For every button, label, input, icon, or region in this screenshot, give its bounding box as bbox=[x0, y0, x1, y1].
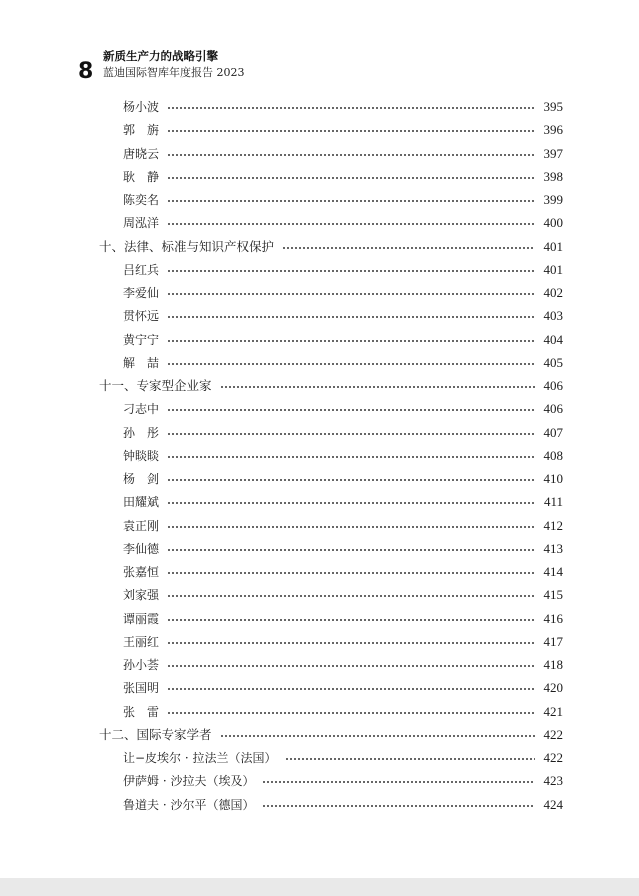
toc-entry bbox=[0, 306, 639, 326]
toc-entry bbox=[0, 144, 639, 164]
toc-entry-label: 李仙德 bbox=[123, 541, 160, 556]
toc-entry-label: 让−皮埃尔 · 拉法兰（法国） bbox=[123, 751, 277, 765]
toc-entry bbox=[0, 678, 639, 698]
dot-leader bbox=[262, 805, 535, 807]
toc-section-heading bbox=[0, 725, 639, 745]
toc-entry bbox=[0, 283, 639, 303]
toc-page-number: 418 bbox=[543, 657, 563, 672]
toc-entry bbox=[0, 120, 639, 140]
toc-page-number: 416 bbox=[543, 610, 563, 626]
toc-page-number: 406 bbox=[543, 401, 563, 417]
dot-leader bbox=[167, 712, 535, 714]
page-number: 8 bbox=[78, 59, 94, 84]
toc-entry-label: 黄宁宁 bbox=[123, 332, 160, 347]
toc-page-number: 396 bbox=[543, 122, 563, 138]
dot-leader bbox=[285, 758, 535, 760]
toc-page-number: 404 bbox=[543, 331, 563, 347]
toc-entry bbox=[0, 609, 639, 629]
toc-page-number: 406 bbox=[543, 378, 563, 393]
dot-leader bbox=[167, 642, 535, 644]
toc-page-number: 423 bbox=[543, 773, 563, 789]
toc-entry-label: 田耀斌 bbox=[123, 495, 160, 510]
dot-leader bbox=[262, 781, 535, 783]
toc-page-number: 413 bbox=[543, 540, 563, 556]
toc-entry bbox=[0, 771, 639, 791]
dot-leader bbox=[167, 526, 535, 528]
toc-entry bbox=[0, 655, 639, 675]
toc-entry-label: 十、法律、标准与知识产权保护 bbox=[99, 238, 275, 254]
toc-page-number: 401 bbox=[543, 238, 563, 254]
toc-page-number: 422 bbox=[543, 750, 563, 765]
dot-leader bbox=[167, 688, 535, 690]
toc-entry-label: 陈奕名 bbox=[123, 193, 160, 207]
toc-entry-label: 孙小荟 bbox=[123, 658, 160, 672]
toc-entry-label: 鲁道夫 · 沙尔平（德国） bbox=[123, 797, 255, 812]
toc-entry bbox=[0, 353, 639, 373]
toc-page-number: 410 bbox=[543, 471, 563, 486]
toc-entry bbox=[0, 702, 639, 722]
running-header-title: 新质生产力的战略引擎 bbox=[103, 49, 218, 63]
toc-entry bbox=[0, 330, 639, 350]
toc-entry bbox=[0, 213, 639, 233]
toc-entry-label: 杨 剑 bbox=[123, 472, 160, 486]
toc-entry-label: 杨小波 bbox=[123, 100, 160, 114]
toc-page-number: 405 bbox=[543, 354, 563, 370]
toc-page-number: 411 bbox=[543, 494, 563, 510]
toc-entry bbox=[0, 748, 639, 768]
toc-page-number: 407 bbox=[543, 424, 563, 440]
toc-page-number: 395 bbox=[543, 99, 563, 114]
dot-leader bbox=[167, 409, 535, 411]
dot-leader bbox=[220, 735, 535, 737]
toc-page-number: 422 bbox=[543, 726, 563, 742]
toc-page-number: 401 bbox=[543, 261, 563, 277]
toc-entry bbox=[0, 190, 639, 210]
toc-entry-label: 袁正刚 bbox=[123, 518, 160, 533]
toc-entry-label: 耿 静 bbox=[123, 169, 160, 184]
toc-entry-label: 周泓洋 bbox=[123, 216, 160, 231]
toc-entry bbox=[0, 167, 639, 187]
dot-leader bbox=[167, 316, 535, 318]
toc-entry-label: 张国明 bbox=[123, 681, 160, 696]
toc-entry-label: 十二、国际专家学者 bbox=[99, 726, 212, 742]
dot-leader bbox=[167, 130, 535, 132]
toc-section-heading bbox=[0, 376, 639, 396]
toc-entry bbox=[0, 469, 639, 489]
dot-leader bbox=[167, 549, 535, 551]
toc-entry bbox=[0, 632, 639, 652]
toc-page-number: 412 bbox=[543, 517, 563, 533]
toc-entry-label: 刘家强 bbox=[123, 588, 160, 603]
toc-page-number: 399 bbox=[543, 192, 563, 207]
toc-entry bbox=[0, 516, 639, 536]
toc-entry bbox=[0, 399, 639, 419]
toc-entry-label: 贯怀远 bbox=[123, 309, 160, 324]
toc-entry bbox=[0, 260, 639, 280]
toc-entry bbox=[0, 97, 639, 117]
dot-leader bbox=[167, 177, 535, 179]
page-bottom-edge bbox=[0, 878, 639, 896]
toc-page-number: 402 bbox=[543, 285, 563, 300]
dot-leader bbox=[167, 293, 535, 295]
dot-leader bbox=[167, 154, 535, 156]
toc-entry bbox=[0, 585, 639, 605]
dot-leader bbox=[167, 223, 535, 225]
dot-leader bbox=[167, 270, 535, 272]
dot-leader bbox=[167, 107, 535, 109]
dot-leader bbox=[167, 502, 535, 504]
toc-entry bbox=[0, 795, 639, 815]
toc-entry-label: 张嘉恒 bbox=[123, 565, 160, 579]
toc-entry-label: 李爱仙 bbox=[123, 286, 160, 300]
toc-page-number: 414 bbox=[543, 564, 563, 579]
toc-page-number: 421 bbox=[543, 703, 563, 719]
toc-entry-label: 张 雷 bbox=[123, 704, 160, 719]
toc-page-number: 400 bbox=[543, 215, 563, 231]
toc-page-number: 420 bbox=[543, 680, 563, 696]
toc-entry-label: 唐晓云 bbox=[123, 146, 160, 161]
dot-leader bbox=[167, 456, 535, 458]
dot-leader bbox=[282, 247, 535, 249]
toc-page-number: 417 bbox=[543, 633, 563, 649]
toc-entry-label: 谭丽霞 bbox=[123, 611, 160, 626]
toc-entry-label: 十一、专家型企业家 bbox=[99, 378, 212, 393]
toc-page-number: 403 bbox=[543, 308, 563, 324]
dot-leader bbox=[167, 572, 535, 574]
toc-entry-label: 王丽红 bbox=[123, 634, 160, 649]
toc-page-number: 398 bbox=[543, 168, 563, 184]
toc-page-number: 397 bbox=[543, 145, 563, 161]
dot-leader bbox=[167, 340, 535, 342]
toc-entry bbox=[0, 446, 639, 466]
toc-entry bbox=[0, 539, 639, 559]
dot-leader bbox=[167, 665, 535, 667]
dot-leader bbox=[220, 386, 535, 388]
toc-entry-label: 郭 旃 bbox=[123, 123, 160, 138]
toc-entry-label: 解 喆 bbox=[123, 355, 160, 370]
toc-entry-label: 孙 彤 bbox=[123, 425, 160, 440]
dot-leader bbox=[167, 479, 535, 481]
dot-leader bbox=[167, 433, 535, 435]
running-header-subtitle: 蓝迪国际智库年度报告 2023 bbox=[103, 66, 245, 79]
toc-entry bbox=[0, 562, 639, 582]
toc-page-number: 424 bbox=[543, 796, 563, 812]
toc-page-number: 408 bbox=[543, 447, 563, 463]
toc-entry-label: 刁志中 bbox=[123, 402, 160, 417]
dot-leader bbox=[167, 595, 535, 597]
dot-leader bbox=[167, 363, 535, 365]
toc-page-number: 415 bbox=[543, 587, 563, 603]
toc-entry-label: 钟睒睒 bbox=[123, 448, 160, 463]
toc-entry-label: 吕红兵 bbox=[123, 262, 160, 277]
dot-leader bbox=[167, 619, 535, 621]
toc-entry-label: 伊萨姆 · 沙拉夫（埃及） bbox=[123, 774, 255, 789]
toc-entry bbox=[0, 492, 639, 512]
toc-entry bbox=[0, 423, 639, 443]
toc-section-heading bbox=[0, 237, 639, 257]
dot-leader bbox=[167, 200, 535, 202]
